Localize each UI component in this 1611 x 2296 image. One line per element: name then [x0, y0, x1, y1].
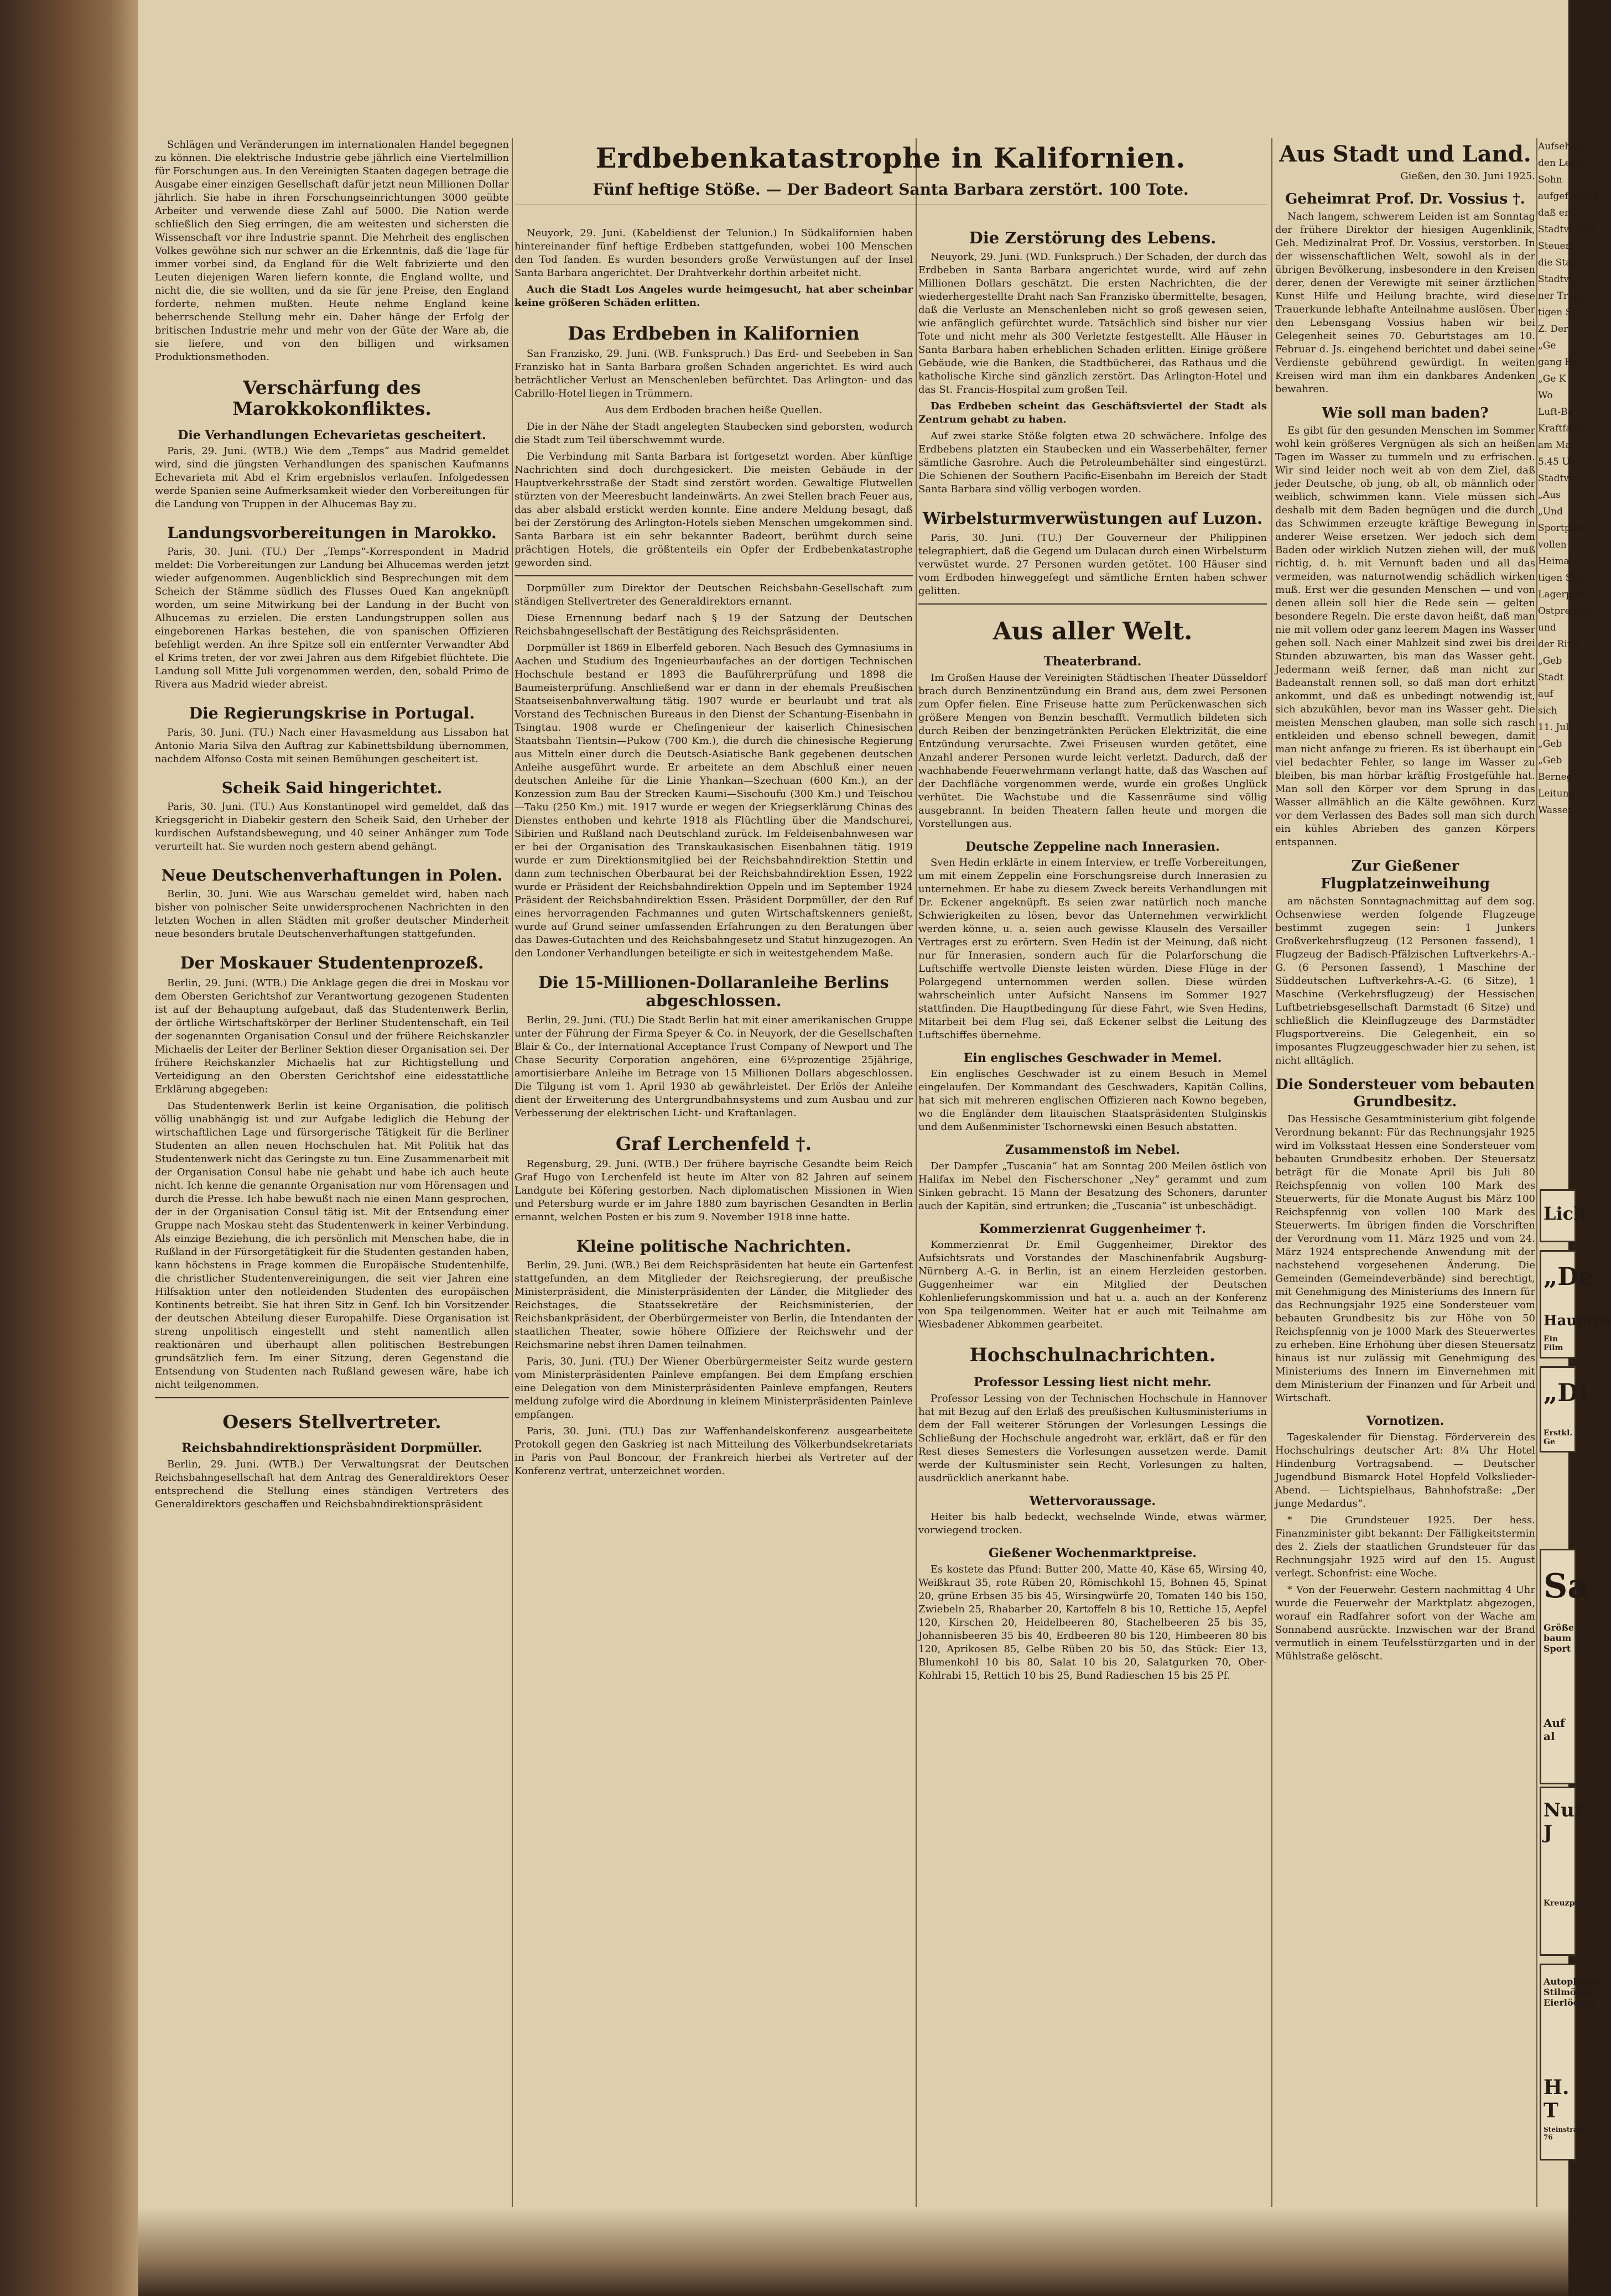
- moskau-body-1: Berlin, 29. Juni. (WTB.) Die Anklage gegen die drei in Moskau vor dem Obersten Gerichtshof zur Verantwortung gezogenen Studenten ist auf der Behauptung aufgebaut, daß das Studentenwerk Berlin, der örtliche Wirtschaftskörper der Berliner Studentenschaft, ein Teil der sogenannten Organisation Consul und der frühere Reichskanzler Michaelis der Leiter der Berliner Sektion dieser Organisation sei. Der frühere Reichskanzler Michaelis hat zur Richtigstellung und Verteidigung an den Obersten Gerichtshof eine eidesstattliche Erklärung abgegeben:: [155, 977, 509, 1095]
- leben-bold: Das Erdbeben scheint das Geschäftsviertel der Stadt als Zentrum gehabt zu haben.: [918, 400, 1267, 426]
- column-divider: [512, 138, 513, 2208]
- scheik-body: Paris, 30. Juni. (TU.) Aus Konstantinopel wird gemeldet, daß das Kriegsgericht in Diabekir gestern den Scheik Said, den Urheber der kurdischen Aufstandsbewegung, und 40 seiner Anhänger zum Tode verurteilt hat. Sie wurden noch gestern abend gehängt.: [155, 800, 509, 852]
- edge-strip-line: Stadtverord: [1538, 224, 1596, 235]
- leben-headline: Die Zerstörung des Lebens.: [969, 228, 1217, 247]
- ad-fragment: „Di Erstkl. Ge: [1540, 1366, 1576, 1452]
- dorpmueller-body-2: Diese Ernennung bedarf nach § 19 der Satzung der Deutschen Reichsbahngesellschaft der Bestätigung des Reichspräsidenten.: [515, 612, 913, 637]
- polen-headline: Neue Deutschenverhaftungen in Polen.: [161, 866, 503, 884]
- erdbeben-lead: Neuyork, 29. Juni. (Kabeldienst der Telunion.) In Südkalifornien haben hintereinander fünf heftige Erdbeben stattgefunden, wobei 100 Menschen den Tod fanden. Es wurden besonders große Verwüstungen auf der Insel Santa Barbara angerichtet. Der Drahtverkehr dorthin arbeitet nicht.: [515, 227, 913, 279]
- grundsteuer-body: * Die Grundsteuer 1925. Der hess. Finanzminister gibt bekannt: Der Fälligkeitstermin des 2. Ziels der staatlichen Grundsteuer für das Rechnungsjahr 1925 wird auf den 15. August verlegt. Schonfrist: eine Woche.: [1275, 1514, 1535, 1579]
- portugal-headline: Die Regierungskrise in Portugal.: [189, 704, 475, 723]
- newspaper-page: [138, 0, 1611, 2296]
- page-bottom-shadow: [138, 2207, 1568, 2296]
- oeser-body: Berlin, 29. Juni. (WTB.) Der Verwaltungsrat der Deutschen Reichsbahngesellschaft hat dem Antrag des Generaldirektors Oeser entsprechend die Stellung eines ständigen Vertreters des Generaldirektors geschaffen und Reichsbahndirektionspräsident: [155, 1458, 509, 1510]
- edge-strip-line: Wasser: [1538, 805, 1572, 816]
- dateline: Gießen, den 30. Juni 1925.: [1400, 170, 1535, 182]
- portugal-body: Paris, 30. Juni. (TU.) Nach einer Havasmeldung aus Lissabon hat Antonio Maria Silva den Auftrag zur Kabinettsbildung übernommen, nachdem Alfonso Costa mit seinen Bemühungen gescheitert ist.: [155, 726, 509, 765]
- dollaranleihe-body: Berlin, 29. Juni. (TU.) Die Stadt Berlin hat mit einer amerikanischen Gruppe unter der Führung der Firma Speyer & Co. in Neuyork, der die Gesellschaften Blair & Co., der International Acceptance Trust Company of Newport und The Chase Security Corporation angehören, eine 6½prozentige 25jährige, amortisierbare Anleihe im Betrage von 15 Millionen Dollars abgeschlossen. Die Tilgung ist vom 1. April 1930 ab gewährleistet. Der Erlös der Anleihe dient der Erweiterung des Untergrundbahnsystems und zum Ausbau und zur Verbesserung der elektrischen Licht- und Kraftanlagen.: [515, 1014, 913, 1119]
- feuerwehr-body: * Von der Feuerwehr. Gestern nachmittag 4 Uhr wurde die Feuerwehr der Marktplatz abgezogen, worauf ein Radfahrer sofort von der Wache am Sonnabend ausrückte. Inzwischen war der Brand vermutlich in einem Teufelsstürzgarten und in der Mühlstraße gelöscht.: [1275, 1584, 1535, 1662]
- baden-headline: Wie soll man baden?: [1322, 405, 1489, 422]
- left-column: [155, 138, 509, 1514]
- edge-strip-line: sich: [1538, 705, 1557, 716]
- edge-strip-line: „Geb: [1538, 755, 1562, 766]
- edge-strip-line: Ostpreußen: [1538, 606, 1594, 617]
- right-column: [1275, 138, 1535, 1667]
- moskau-headline: Der Moskauer Studentenprozeß.: [180, 954, 484, 973]
- edge-strip-line: Steuerre: [1538, 241, 1580, 252]
- theaterbrand-headline: Theaterbrand.: [1043, 654, 1142, 669]
- flugplatz-body: am nächsten Sonntagnachmittag auf dem sog. Ochsenwiese werden folgende Flugzeuge bestimmt zugegen sein: 1 Junkers Großverkehrsflugzeug (12 Personen fassend), 1 Flugzeug der Badisch-Pfälzischen Luftverkehrs-A.-G. (6 Personen fassend), 1 Maschine der Süddeutschen Luftverkehrs-A.-G. (6 Sitze), 1 Maschine (Verkehrsflugzeug) der Hessischen Luftbetriebsgesellschaft Darmstadt (6 Sitze) und schließlich die Kleinflugzeuge des Darmstädter Flugsportvereins. Die Gelegenheit, ein so imposantes Flugzeuggeschwader hier zu sehen, ist nicht alltäglich.: [1275, 895, 1535, 1066]
- ad-fragment: „De Hauptro Ein Film: [1540, 1250, 1576, 1358]
- edge-strip-line: der Ring: [1538, 639, 1579, 650]
- aus-aller-welt-headline: Aus aller Welt.: [992, 617, 1193, 645]
- book-binding: [0, 0, 138, 2296]
- kleine-nachrichten-body-3: Paris, 30. Juni. (TU.) Das zur Waffenhandelskonferenz ausgearbeitete Protokoll gegen den Gaskrieg ist nach Mitteilung des Völkerbundsekretariats in Paris von Paul Boncour, der Frankreich hierbei als Vertreter auf der Konferenz vertrat, unterzeichnet worden.: [515, 1425, 913, 1477]
- ad-fragment: Sa Größe baum Sport Auf al: [1540, 1549, 1576, 1784]
- edge-strip-line: vollen: [1538, 539, 1567, 550]
- leben-body-2: Auf zwei starke Stöße folgten etwa 20 schwächere. Infolge des Erdbebens platzten ein Staubecken und ein Wasserbehälter, ferner sämtliche Gasrohre. Auch die Petroleumbehälter sind eingestürzt. Die Schienen der Southern Pacific-Eisenbahn im Bereich der Stadt Santa Barbara sind völlig verbogen worden.: [918, 430, 1267, 496]
- edge-strip-line: „Und: [1538, 506, 1563, 517]
- wetter-body: Heiter bis halb bedeckt, wechselnde Winde, etwas wärmer, vorwiegend trocken.: [918, 1511, 1267, 1537]
- edge-strip-line: Berneg: [1538, 772, 1573, 783]
- theaterbrand-body: Im Großen Hause der Vereinigten Städtischen Theater Düsseldorf brach durch Benzinentzündung ein Brand aus, dem zwei Personen zum Opfer fielen. Eine Friseuse hatte zum Perückenwaschen sich größere Mengen von Benzin beschafft. Vermutlich bildeten sich durch Reiben der benzingetränkten Perücken Elektrizität, die eine Entzündung verursachte. Zwei Friseusen wurden getötet, eine Anzahl anderer Personen wurde leicht verletzt. Dadurch, daß der wachhabende Feuerwehrmann verlangt hatte, daß das Waschen auf der Dachfläche vorgenommen werde, wurde ein großes Unglück verhütet. Die Wachstube und die Kassenräume sind völlig ausgebrannt. In beiden Theatern fallen heute und morgen die Vorstellungen aus.: [918, 671, 1267, 830]
- nebel-headline: Zusammenstoß im Nebel.: [1005, 1143, 1180, 1158]
- edge-strip-line: ner Trupp: [1538, 290, 1586, 301]
- luzon-headline: Wirbelsturmverwüstungen auf Luzon.: [922, 509, 1263, 528]
- section-rule: [918, 603, 1267, 605]
- leben-body: Neuyork, 29. Juni. (WD. Funkspruch.) Der Schaden, der durch das Erdbeben in Santa Barbara angerichtet wurde, wird auf zehn Millionen Dollars geschätzt. Die ersten Nachrichten, die der wiederhergestellte Draht nach San Franzisko übermittelte, besagen, daß die Verluste an Menschenleben nicht so groß gewesen seien, wie anfänglich gefürchtet wurde. Tatsächlich sind bisher nur vier Tote und nicht mehr als 300 Verletzte festgestellt. Alle Häuser in Santa Barbara haben erheblichen Schaden erlitten. Einige größere Gebäude, wie die Banken, die Stadtbücherei, das Rathaus und die katholische Kirche sind gänzlich zerstört. Das Arlington-Hotel und das St. Francis-Hospital zum großen Teil.: [918, 251, 1267, 396]
- edge-strip-line: „Ge: [1538, 340, 1556, 351]
- hochschul-headline: Hochschulnachrichten.: [969, 1344, 1216, 1367]
- zeppelin-headline: Deutsche Zeppeline nach Innerasien.: [965, 839, 1220, 854]
- baden-body: Es gibt für den gesunden Menschen im Sommer wohl kein größeres Vergnügen als sich an heißen Tagen im Wasser zu tummeln und zu erfrischen. Wir sind leider noch weit ab von dem Ziel, daß jeder Deutsche, ob jung, ob alt, ob männlich oder weiblich, schwimmen kann. Viele müssen sich deshalb mit dem Baden begnügen und die durch das Schwimmen erzeugte kräftige Bewegung in anderer Weise ersetzen. Wer jedoch sich dem Baden oder wirklich Nutzen ziehen will, der muß richtig, d. h. mit Vernunft baden und all das vermeiden, was naturnotwendig schädlich wirken muß. Erst wer die gesunden Menschen — und von denen allein soll hier die Rede sein — gelten besondere Regeln. Die erste davon heißt, daß man nie mit vollem oder ganz leerem Magen ins Wasser gehen soll. Nach einer Mahlzeit sind zwei bis drei Stunden abzuwarten, bis man das Wasser geht. Jedermann weiß ferner, daß man nicht zur Badeanstalt rennen soll, so daß man dort erhitzt ankommt, und daß es unbedingt notwendig ist, sich abzukühlen, bevor man ins Wasser geht. Die meisten Menschen glauben, man solle sich rasch entkleiden und ebenso schnell bewegen, damit man nicht anfange zu frieren. Es ist überhaupt ein viel bedachter Fehler, so lange im Wasser zu bleiben, bis man hörbar kräftig Frostgefühle hat. Man soll den Körper vor dem Sprung in das Wasser allmählich an die Kälte gewöhnen. Kurz vor dem Verlassen des Bades soll man sich durch ein kühles Abrieben des ganzen Körpers entspannen.: [1275, 425, 1535, 848]
- edge-strip-line: aufgefordert: [1538, 191, 1598, 202]
- edge-strip-line: Stadt: [1538, 672, 1564, 683]
- main-headline: Erdbebenkatastrophe in Kalifornien.: [595, 142, 1186, 174]
- edge-strip-line: daß er: [1538, 207, 1569, 218]
- section-rule: [155, 1397, 509, 1398]
- kleine-nachrichten-body-1: Berlin, 29. Juni. (WB.) Bei dem Reichspräsidenten hat heute ein Gartenfest stattgefunden, an dem Mitglieder der Reichsregierung, der preußische Ministerpräsident, die Ministerpräsidenten der Länder, die Mitglieder des Reichstages, die Staatssekretäre der Reichsministerien, der Reichsbankpräsident, der Oberbürgermeister von Berlin, die Intendanten der staatlichen Theater, sowie höhere Offiziere der Reichswehr und der Reichsmarine nebst ihren Damen teilnahmen.: [515, 1259, 913, 1351]
- dorpmueller-body-3: Dorpmüller ist 1869 in Elberfeld geboren. Nach Besuch des Gymnasiums in Aachen und Studium des Ingenieurbaufaches an der dortigen Technischen Hochschule bestand er 1893 die Bauführerprüfung und 1898 die Baumeisterprüfung. Anschließend war er dann in der ehemals Preußischen Staatseisenbahnverwaltung tätig. 1907 wurde er beurlaubt und trat als Vorstand des Technischen Bureaus in den Dienst der Schantung-Eisenbahn in Tsingtau. 1908 wurde er Chefingenieur der kaiserlich Chinesischen Staatsbahn Tientsin—Pukow (700 Km.), die durch die chinesische Regierung aus Mitteln einer durch die Deutsch-Asiatische Bank gegebenen deutschen Anleihe ausgeführt wurde. Er arbeitete an dem Abschluß einer neuen deutschen Anleihe für die Linie Yhankan—Szechuan (600 Km.), an der Konzession zum Bau der Strecken Kaumi—Sischoufu (300 Km.) und Teischou—Taku (250 Km.) mit. 1917 wurde er wegen der Kriegserklärung Chinas des Dienstes enthoben und kehrte 1918 als Flüchtling über die Mandschurei, Sibirien und Rußland nach Deutschland zurück. Im Feldeisenbahnwesen war er bei der Organisation des Transkaukasischen Eisenbahnen tätig. 1919 wurde er zum Direktionsmitglied bei der Reichsbahndirektion Stettin und dann zum technischen Oberbaurat bei der Reichsbahndirektion Essen, 1922 wurde er Präsident der Reichsbahndirektion Oppeln und im September 1924 Präsident der Reichsbahndirektion Essen. Präsident Dorpmüller, der den Ruf eines hervorragenden Fachmannes und guten Wirtschaftskenners genießt, wurde auf Grund seiner umfassenden Erfahrungen zu den Beratungen über das Dawes-Gutachten und des Reichsbahngesetz und Statut hinzugezogen. An den Londoner Verhandlungen beteiligte er sich in weitestgehendem Maße.: [515, 642, 913, 959]
- wetter-headline: Wettervoraussage.: [1029, 1493, 1156, 1508]
- memel-headline: Ein englisches Geschwader in Memel.: [963, 1051, 1222, 1066]
- sondersteuer-headline: Die Sondersteuer vom bebauten Grundbesitz.: [1276, 1076, 1535, 1110]
- section-rule: [515, 575, 913, 576]
- preise-headline: Gießener Wochenmarktpreise.: [989, 1546, 1197, 1561]
- edge-strip-line: den Leser: [1538, 158, 1586, 169]
- oeser-headline: Oesers Stellvertreter.: [222, 1410, 441, 1433]
- edge-strip-line: Luft-Ba: [1538, 407, 1573, 418]
- los-angeles-note: Auch die Stadt Los Angeles wurde heimgesucht, hat aber scheinbar keine größeren Schäden erlitten.: [515, 284, 913, 309]
- ad-fragment: Autoplakate Stilmöbel Eierlöcher H. T Steinstraße 76: [1540, 1964, 1576, 2160]
- hochschul-body: Professor Lessing von der Technischen Hochschule in Hannover hat mit Bezug auf den Erlaß des preußischen Kultusministeriums in dem der Fall weiterer Störungen der Vorlesungen Lessings die Schließung der Hochschule angedroht war, erklärt, daß er für den Rest dieses Semesters die Vorlesungen aussetzen werde. Damit werde der Kultusminister sein Recht, Vorlesungen zu halten, ausdrücklich anerkannt habe.: [918, 1392, 1267, 1484]
- nebel-body: Der Dampfer „Tuscania“ hat am Sonntag 200 Meilen östlich von Halifax im Nebel den Fischerschoner „Ney“ gerammt und zum Sinken gebracht. 15 Mann der Besatzung des Schoners, darunter auch der Kapitän, sind ertrunken; die „Tuscania“ ist unbeschädigt.: [918, 1160, 1267, 1212]
- kalifornien-body-3: Die in der Nähe der Stadt angelegten Staubecken sind geborsten, wodurch die Stadt zum Teil überschwemmt wurde.: [515, 420, 913, 446]
- flugplatz-headline: Zur Gießener Flugplatzeinweihung: [1320, 858, 1490, 892]
- edge-strip-line: Stadtver: [1538, 473, 1579, 484]
- scheik-headline: Scheik Said hingerichtet.: [221, 778, 443, 797]
- oeser-subheadline: Reichsbahndirektionspräsident Dorpmüller.: [181, 1441, 482, 1456]
- vossius-body: Nach langem, schwerem Leiden ist am Sonntag der frühere Direktor der hiesigen Augenklinik, Geh. Medizinalrat Prof. Dr. Vossius, verstorben. In der wissenschaftlichen Welt, sowohl als in der übrigen Bevölkerung, insbesondere in den Kreisen derer, denen der Verewigte mit seiner ärztlichen Kunst Hilfe und Heilung brachte, wird diese Trauerkunde lebhafte Anteilnahme auslösen. Über den Lebensgang Vossius haben wir bei Gelegenheit seines 70. Geburtstages am 10. Februar d. Js. eingehend berichtet und dabei seine Verdienste gebührend gewürdigt. In weiten Kreisen wird man ihm ein dankbares Andenken bewahren.: [1275, 211, 1535, 395]
- edge-strip-line: „Ge K: [1538, 373, 1566, 384]
- edge-strip-line: auf: [1538, 689, 1553, 700]
- edge-strip-line: gang Ba: [1538, 357, 1577, 368]
- landung-headline: Landungsvorbereitungen in Marokko.: [167, 524, 497, 543]
- marokko-headline: Verschärfung des Marokkokonfliktes.: [232, 377, 432, 419]
- lerchenfeld-headline: Graf Lerchenfeld †.: [615, 1132, 812, 1154]
- edge-strip-line: Sportplatz: [1538, 523, 1588, 534]
- ad-fragment: Lich: [1540, 1189, 1576, 1242]
- edge-strip-line: und: [1538, 622, 1556, 633]
- column-divider: [1536, 138, 1537, 2208]
- lerchenfeld-body: Regensburg, 29. Juni. (WTB.) Der frühere bayrische Gesandte beim Reich Graf Hugo von Lerchenfeld ist heute im Alter von 82 Jahren auf seinem Landgute bei Köfering gestorben. Nach diplomatischen Missionen in Wien und Petersburg wurde er im Jahre 1880 zum bayrischen Gesandten in Berlin ernannt, welchen Posten er bis zum 9. November 1918 inne hatte.: [515, 1158, 913, 1223]
- edge-strip-line: tigen Sitz: [1538, 572, 1584, 584]
- edge-strip-line: 11. Juli: [1538, 722, 1572, 733]
- dollaranleihe-headline: Die 15-Millionen-Dollaranleihe Berlins abgeschlossen.: [538, 972, 889, 1011]
- ad-fragment: Nur J Kreuzpl: [1540, 1787, 1576, 1956]
- zeppelin-body: Sven Hedin erklärte in einem Interview, er treffe Vorbereitungen, um mit einem Zeppelin eine Forschungsreise durch Innerasien zu unternehmen. Er habe zu diesem Zweck bereits Verhandlungen mit Dr. Eckener angeknüpft. Es seien zwar natürlich noch manche Schwierigkeiten zu lösen, bevor das Unternehmen verwirklicht werden könne, u. a. seien auch gewisse Klauseln des Versailler Vertrages erst zu erörtern. Sven Hedin ist der Meinung, daß nicht nur für Innerasien, sondern auch für die Polarforschung die Luftschiffe wertvolle Dienste leisten würden. Diese Flüge in der Polargegend unternommen werden sollen. Diese würden wahrscheinlich unter Aufsicht Nansens im Sommer 1927 stattfinden. Die Hauptbedingung für diese Fahrt, wie Sven Hedins, Mitarbeit bei dem Flug sei, daß Eckener selbst die Leitung des Luftschiffes übernehme.: [918, 857, 1267, 1042]
- edge-strip-line: Stadtver: [1538, 274, 1579, 285]
- preise-body: Es kostete das Pfund: Butter 200, Matte 40, Käse 65, Wirsing 40, Weißkraut 35, rote Rüben 20, Römischkohl 15, Bohnen 45, Spinat 20, grüne Erbsen 35 bis 45, Wirsingwürfe 20, Tomaten 140 bis 150, Zwiebeln 25, Rhabarber 20, Kartoffeln 8 bis 10, Rettiche 15, Aepfel 120, Kirschen 20, Heidelbeeren 80, Stachelbeeren 25 bis 35, Johannisbeeren 35 bis 40, Erdbeeren 80 bis 120, Himbeeren 80 bis 120, Aprikosen 85, Gelbe Rüben 20 bis 50, das Stück: Eier 13, Blumenkohl 10 bis 80, Salat 10 bis 20, Salatgurken 70, Ober-Kohlrabi 15, Rettich 10 bis 25, Bund Radieschen 15 bis 25 Pf.: [918, 1563, 1267, 1681]
- vornotizen-headline: Vornotizen.: [1366, 1414, 1444, 1429]
- sondersteuer-body: Das Hessische Gesamtministerium gibt folgende Verordnung bekannt: Für das Rechnungsjahr 1925 wird im Volksstaat Hessen eine Sondersteuer vom bebauten Grundbesitz erhoben. Der Steuersatz beträgt für die Monate April bis Juli 80 Reichspfennig von vollen 100 Mark des Steuerwerts, für die Monate August bis März 100 Reichspfennig von vollen 100 Mark des Steuerwerts. Im übrigen finden die Vorschriften der Verordnung vom 11. März 1925 und vom 24. März 1924 entsprechende Anwendung mit der nachstehend vorgesehenen Änderung. Die Gemeinden (Gemeindeverbände) sind berechtigt, mit Genehmigung des Ministeriums des Innern für das Rechnungsjahr 1925 eine Sondersteuer vom bebauten Grundbesitz bis zur Höhe von 50 Reichspfennig von je 1000 Mark des Steuerwertes zu erheben. Eine Erhöhung über diesen Steuersatz hinaus ist nur zulässig mit Genehmigung des Ministeriums des Innern im Einvernehmen mit dem Ministerium der Finanzen und für Arbeit und Wirtschaft.: [1275, 1113, 1535, 1404]
- marokko-body: Paris, 29. Juni. (WTB.) Wie dem „Temps“ aus Madrid gemeldet wird, sind die jüngsten Verhandlungen des spanischen Kaufmanns Echevarieta mit Abd el Krim ergebnislos verlaufen. Infolgedessen werde Spanien seine Aufmerksamkeit wieder den Vorbereitungen für die Landung von Truppen in der Alhucemas Bay zu.: [155, 445, 509, 511]
- edge-strip-line: am Mar: [1538, 440, 1576, 451]
- kalifornien-headline: Das Erdbeben in Kalifornien: [568, 322, 860, 344]
- stadt-land-headline: Aus Stadt und Land.: [1279, 141, 1531, 167]
- kalifornien-body-1: San Franzisko, 29. Juni. (WB. Funkspruch.) Das Erd- und Seebeben in San Franzisko hat in Santa Barbara großen Schaden angerichtet. Es wird auch beträchtlicher Verlust an Menschenleben befürchtet. Das Arlington- und das Cabrillo-Hotel liegen in Trümmern.: [515, 347, 913, 399]
- moskau-body-2: Das Studentenwerk Berlin ist keine Organisation, die politisch völlig unabhängig ist und zur Aufgabe lediglich die Hebung der wirtschaftlichen Lage und fürsorgerische Tätigkeit für die Berliner Studenten an allen neuen Hochschulen hat. Mit Politik hat das Studentenwerk nicht das Geringste zu tun. Eine Zusammenarbeit mit der Organisation Consul habe nie gehabt und habe ich auch heute nicht. Ich kenne die genannte Organisation nur vom Hörensagen und durch die Presse. Ich habe bewußt nach nie einen Mann gesprochen, der in der Organisation Consul tätig ist. Mit der Entsendung einer Gruppe nach Moskau steht das Studentenwerk in keiner Verbindung. Als einzige Beziehung, die ich persönlich mit Menschen habe, die in Rußland in der Fürsorgetätigkeit für die Studenten gestanden haben, kann höchstens in Frage kommen die Europäische Studentenhilfe, die christlicher Studentenvereinigungen, die seit vier Jahren eine Hilfsaktion unter den notleidenden Studenten des europäischen Kontinents betreibt. Sie hat ihren Sitz in Genf. Ich bin Vorsitzender der deutschen Abteilung dieser Europahilfe. Diese Organisation ist streng unpolitisch eingestellt und steht namentlich allen reaktionären und überhaupt allen politischen Bestrebungen grundsätzlich fern. Im einer Sitzung, deren Gegenstand die Entsendung von Studenten nach Rußland gewesen wäre, habe ich nicht teilgenommen.: [155, 1100, 509, 1391]
- edge-strip-line: Leitung: [1538, 788, 1575, 799]
- main-story-header: [515, 138, 1267, 210]
- main-dek: Fünf heftige Stöße. — Der Badeort Santa Barbara zerstört. 100 Tote.: [593, 180, 1189, 199]
- kalifornien-body-2: Aus dem Erdboden brachen heiße Quellen.: [605, 404, 823, 416]
- column-divider: [1271, 138, 1272, 2208]
- edge-strip-line: Heimat: [1538, 556, 1573, 567]
- luzon-body: Paris, 30. Juni. (TU.) Der Gouverneur der Philippinen telegraphiert, daß die Gegend um Dulacan durch einen Wirbelsturm verwüstet wurde. 27 Personen wurden getötet. 100 Häuser sind vom Erdboden hinweggefegt und sämtliche Ernten haben schwer gelitten.: [918, 532, 1267, 597]
- center-left-column: [515, 227, 913, 1481]
- edge-strip-line: 5.45 Uhr: [1538, 456, 1581, 467]
- center-right-column: [918, 227, 1267, 1686]
- edge-strip-line: „Geb: [1538, 738, 1562, 749]
- kleine-nachrichten-headline: Kleine politische Nachrichten.: [576, 1236, 851, 1256]
- memel-body: Ein englisches Geschwader ist zu einem Besuch in Memel eingelaufen. Der Kommandant des Geschwaders, Kapitän Collins, hat sich mit mehreren englischen Offizieren nach Kowno begeben, wo die Engländer dem litauischen Staatspräsidenten Stulginskis und dem Außenminister Tschornewski einen Besuch abstatten.: [918, 1068, 1267, 1133]
- polen-body: Berlin, 30. Juni. Wie aus Warschau gemeldet wird, haben nach bisher von polnischer Seite unwidersprochenen Nachrichten in den letzten Wochen in allen Städten mit großer deutscher Minderheit neue besonders brutale Deutschenverhaftungen stattgefunden.: [155, 888, 509, 940]
- intro-text: Schlägen und Veränderungen im internationalen Handel begegnen zu können. Die elektrische Industrie gebe jährlich eine Viertelmillion für Forschungen aus. In den Vereinigten Staaten dagegen betrage die Ausgabe einer einzigen Gesellschaft dafür jetzt neun Millionen Dollar jährlich. Sie habe in ihren Forschungseinrichtungen 3000 geübte Arbeiter und verwende diese Zahl auf 5000. Die Nation werde schließlich den Sieg erringen, die am weitesten und sichersten die Wissenschaft vor ihre Industrie spannt. Die Mehrheit des englischen Volkes gewöhne sich nur schwer an die Erkenntnis, daß die Tage für immer vorbei sind, da England für die Welt fabrizierte und den Leuten diejenigen Waren liefern konnte, die England wollte, und nicht die, die sie wollten, und da sie für jene Preise, den England forderte, nehmen mußten. Heute nehme England keine beherrschende Stellung mehr ein. Daher hänge der Erfolg der britischen Industrie mehr und mehr von der Güte der Ware ab, die sie liefere, und von den billigen und wirksamen Produktionsmethoden.: [155, 139, 509, 363]
- hochschul-subheadline: Professor Lessing liest nicht mehr.: [974, 1375, 1212, 1390]
- edge-strip-line: Lagerplatz: [1538, 589, 1589, 600]
- edge-strip-line: die Stadt: [1538, 257, 1582, 268]
- marokko-subheadline: Die Verhandlungen Echevarietas gescheitert.: [178, 428, 486, 442]
- kleine-nachrichten-body-2: Paris, 30. Juni. (TU.) Der Wiener Oberbürgermeister Seitz wurde gestern vom Ministerpräsidenten Painleve empfangen. Bei dem Empfang erschien eine Delegation von dem Ministerpräsidenten Painleve empfangen, Reuters meldung zufolge wird die Abordnung in kleinem Ministerpräsidenten Painleve empfangen.: [515, 1355, 913, 1420]
- edge-strip-line: Wo: [1538, 390, 1553, 401]
- edge-strip-line: tigen Str: [1538, 307, 1581, 318]
- guggenheimer-headline: Kommerzienrat Guggenheimer †.: [979, 1221, 1206, 1236]
- vornotizen-body: Tageskalender für Dienstag. Förderverein des Hochschulrings deutscher Art: 8¼ Uhr Hotel Hindenburg Vortragsabend. — Deutscher Jugendbund Bismarck Hotel Hopfeld Volkslieder-Abend. — Lichtspielhaus, Bahnhofstraße: „Der junge Medardus“.: [1275, 1431, 1535, 1509]
- column-divider: [916, 138, 917, 2208]
- edge-strip-line: Sohn: [1538, 174, 1562, 185]
- dorpmueller-body-1: Dorpmüller zum Direktor der Deutschen Reichsbahn-Gesellschaft zum ständigen Stellvertreter des Generaldirektors ernannt.: [515, 582, 913, 607]
- edge-strip-line: Aufsehen: [1538, 141, 1583, 152]
- guggenheimer-body: Kommerzienrat Dr. Emil Guggenheimer, Direktor des Aufsichtsrats und Vorstandes der Maschinenfabrik Augsburg-Nürnberg A.-G. in Berlin, ist an einem Herzleiden gestorben. Guggenheimer war ein Mitglied der Deutschen Kohlenlieferungskommission und hat u. a. auch an der Konferenz von Spa teilgenommen. Weiter hat er auch mit Teilnahme am Wiesbadener Abkommen gearbeitet.: [918, 1239, 1267, 1331]
- edge-strip-line: Kraftfahr: [1538, 423, 1582, 434]
- landung-body: Paris, 30. Juni. (TU.) Der „Temps“-Korrespondent in Madrid meldet: Die Vorbereitungen zur Landung bei Alhucemas werden jetzt wieder aufgenommen. Augenblicklich sind Besprechungen mit dem Scheich der Stämme südlich des Flusses Oued Kan angeknüpft worden, um seine Mitwirkung bei der Landung in der Bucht von Alhucemas zu erzielen. Die ersten Landungstruppen sollen aus eingeborenen Harkas bestehen, die von spanischen Offizieren befehligt werden. An ihre Spitze soll ein entfernter Verwandter Abd el Krims treten, der vor zwei Jahren aus dem Rifgebiet flüchtete. Die Landung soll Mitte Juli vorgenommen werden, den, sobald Primo de Rivera aus Madrid wieder abreist.: [155, 546, 509, 691]
- kalifornien-body-4: Die Verbindung mit Santa Barbara ist fortgesetzt worden. Aber künftige Nachrichten sind doch durchgesickert. Die meisten Gebäude in der Hauptverkehrsstraße der Stadt sind zerstört worden. Gewaltige Flutwellen stürzten von der Meeresbucht landeinwärts. An zwei Stellen brach Feuer aus, das aber alsbald erstickt werden konnte. Eine andere Meldung besagt, daß bei der Zerstörung des Arlington-Hotels sieben Menschen umgekommen sind. Santa Barbara ist ein sehr bekannter Badeort, berühmt durch seine prächtigen Hotels, die größtenteils ein Opfer der Erdbebenkatastrophe geworden sind.: [515, 450, 913, 569]
- vossius-headline: Geheimrat Prof. Dr. Vossius †.: [1285, 191, 1525, 207]
- edge-strip-line: Z. Der: [1538, 324, 1568, 335]
- edge-strip-line: „Geb: [1538, 655, 1562, 667]
- edge-strip-line: „Aus: [1538, 490, 1561, 501]
